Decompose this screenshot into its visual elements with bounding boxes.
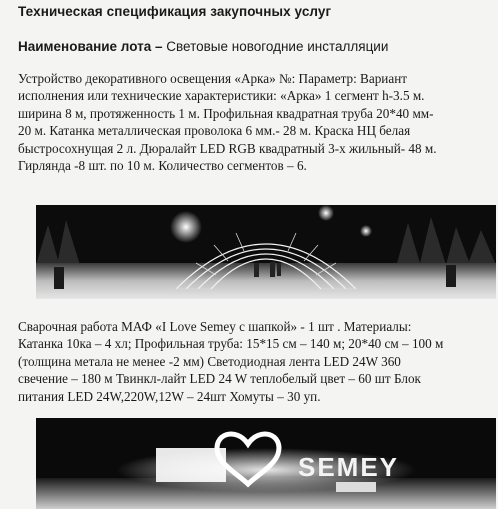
document-title: Техническая спецификация закупочных услуг bbox=[18, 4, 332, 19]
lot-value: Световые новогодние инсталляции bbox=[166, 39, 389, 54]
paragraph-line: исполнения или технические характеристики: «Арка» 1 сегмент h-3.5 м. bbox=[18, 88, 425, 104]
paragraph-line: Катанка 10ка – 4 хл; Профильная труба: 15*15 см – 140 м; 20*40 см – 100 м bbox=[18, 336, 444, 352]
i-love-semey-sign-photo bbox=[36, 418, 496, 509]
paragraph-line: Гирлянда -8 шт. по 10 м. Количество сегментов – 6. bbox=[18, 158, 307, 174]
paragraph-line: Устройство декоративного освещения «Арка» №: Параметр: Вариант bbox=[18, 71, 408, 86]
paragraph-line: питания LED 24W,220W,12W – 24шт Хомуты – 30 уп. bbox=[18, 388, 321, 404]
paragraph-line: быстросохнущая 2 л. Дюралайт LED RGB квадратный 3-х жильный- 48 м. bbox=[18, 140, 437, 156]
lot-line bbox=[18, 39, 388, 54]
paragraph-line: (толщина метала не менее -2 мм) Светодиодная лента LED 24W 360 bbox=[18, 353, 401, 369]
paragraph-line: ширина 8 м, протяженность 1 м. Профильная квадратная труба 20*40 мм- bbox=[18, 105, 434, 121]
semey-sign-text: SEMEY bbox=[298, 452, 400, 482]
paragraph-line: свечение – 180 м Твинкл-лайт LED 24 W теплобелый цвет – 60 шт Блок bbox=[18, 371, 421, 387]
arch-specification-paragraph bbox=[18, 70, 494, 174]
paragraph-line: Сварочная работа МАФ «I Love Semey с шапкой» - 1 шт . Материалы: bbox=[18, 319, 412, 334]
paragraph-line: 20 м. Катанка металлическая проволока 6 мм.- 28 м. Краска НЦ белая bbox=[18, 123, 411, 139]
i-love-semey-specification-paragraph bbox=[18, 318, 494, 405]
lot-label: Наименование лота – bbox=[18, 39, 163, 54]
light-arch-photo bbox=[36, 205, 496, 299]
